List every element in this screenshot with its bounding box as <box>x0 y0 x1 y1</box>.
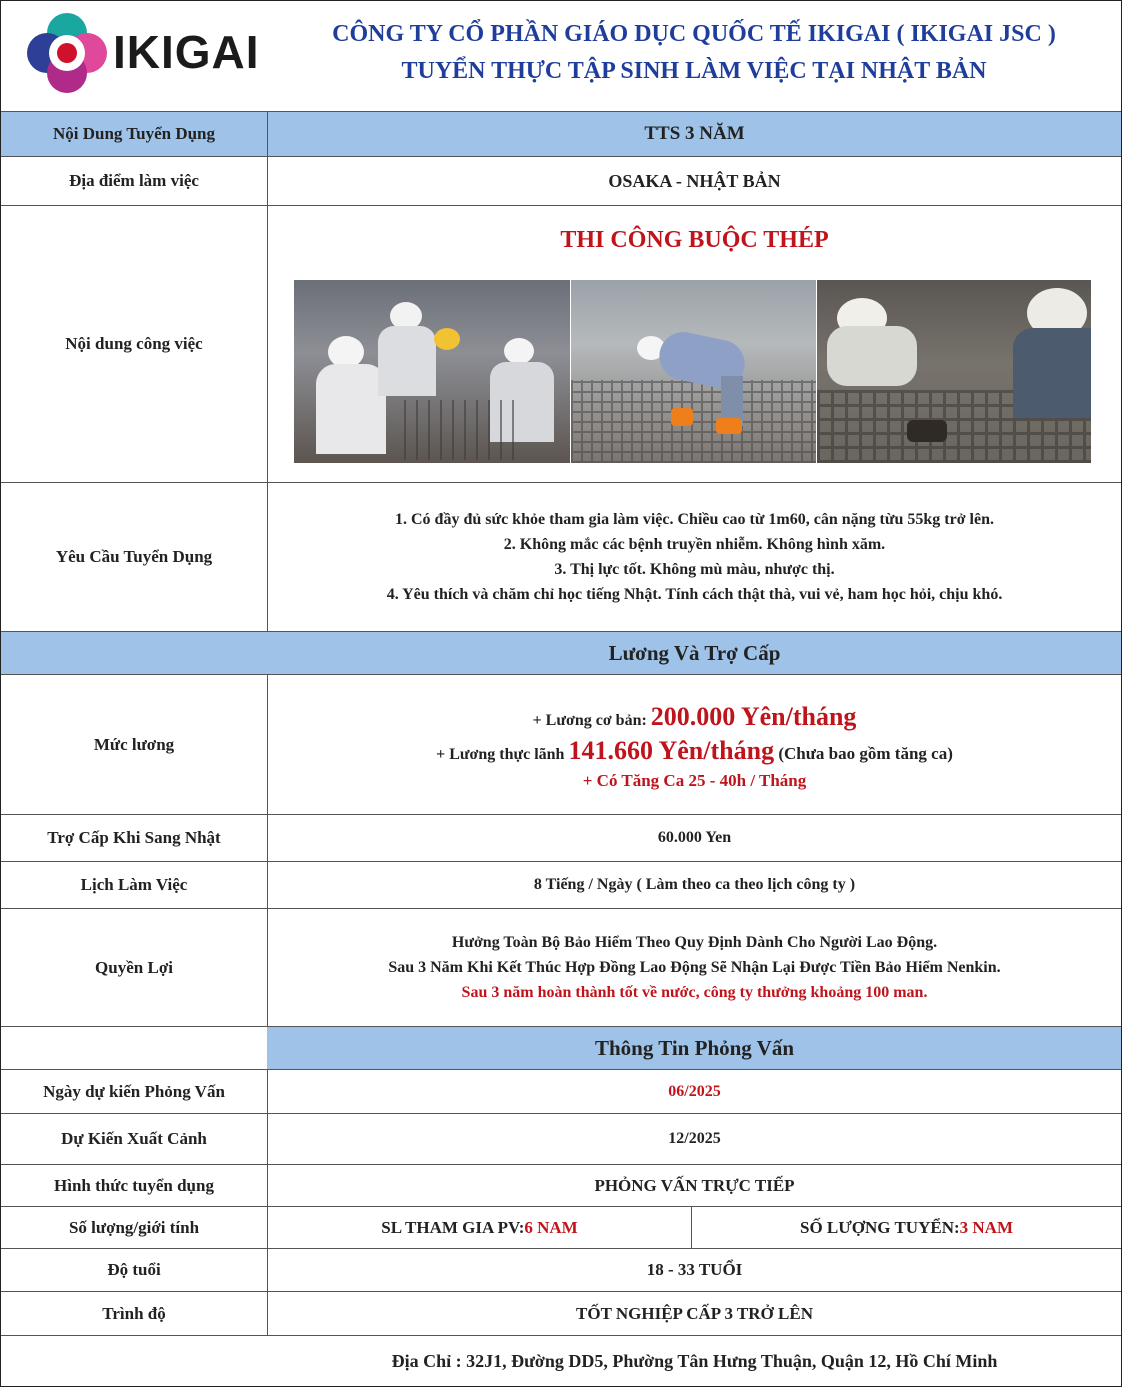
quantity-hire-value: 3 NAM <box>959 1217 1013 1237</box>
requirement-item: 1. Có đầy đủ sức khỏe tham gia làm việc. Chiều cao từ 1m60, cân nặng từu 55kg trở lên. <box>394 511 994 528</box>
overtime-note: + Có Tăng Ca 25 - 40h / Tháng <box>582 770 807 790</box>
quantity-hire <box>692 1207 1121 1248</box>
net-salary-line <box>436 736 953 770</box>
logo-text: IKIGAI <box>113 26 260 78</box>
form-label: Hình thức tuyển dụng <box>54 1175 214 1195</box>
benefit-item-bonus: Sau 3 năm hoàn thành tốt về nước, công ty thưởng khoảng 100 man. <box>461 984 928 1001</box>
footer-address: Địa Chỉ : 32J1, Đường DD5, Phường Tân Hưng Thuận, Quận 12, Hồ Chí Minh <box>391 1350 998 1371</box>
job-title: THI CÔNG BUỘC THÉP <box>560 227 829 253</box>
net-salary-prefix: + Lương thực lãnh <box>436 745 569 763</box>
company-name: CÔNG TY CỔ PHẦN GIÁO DỤC QUỐC TẾ IKIGAI ( IKIGAI JSC ) <box>332 21 1056 47</box>
requirement-item: 2. Không mắc các bệnh truyền nhiễm. Không hình xăm. <box>503 536 886 553</box>
benefits-label: Quyền Lợi <box>95 957 173 977</box>
quantity-interview-prefix: SL THAM GIA PV: <box>381 1217 525 1237</box>
ikigai-logo-icon <box>25 11 109 95</box>
form-value: PHỎNG VẤN TRỰC TIẾP <box>594 1175 795 1195</box>
job-photo-workers-group <box>294 280 570 463</box>
quantity-interview-value: 6 NAM <box>524 1217 578 1237</box>
net-salary-value: 141.660 Yên/tháng <box>568 735 775 765</box>
allowance-label: Trợ Cấp Khi Sang Nhật <box>47 828 221 847</box>
job-photo-rebar-tying <box>817 280 1091 463</box>
interview-date-label: Ngày dự kiến Phỏng Vấn <box>43 1081 225 1101</box>
page-title: TUYỂN THỰC TẬP SINH LÀM VIỆC TẠI NHẬT BẢN <box>401 58 987 84</box>
age-value: 18 - 33 TUỔI <box>646 1260 743 1279</box>
location-value: OSAKA - NHẬT BẢN <box>608 170 781 191</box>
education-value: TỐT NGHIỆP CẤP 3 TRỞ LÊN <box>576 1303 813 1323</box>
quantity-label: Số lượng/giới tính <box>68 1217 200 1237</box>
job-photo-worker-bending <box>571 280 816 463</box>
interview-date-value: 06/2025 <box>668 1082 721 1100</box>
benefit-item: Hưởng Toàn Bộ Bảo Hiểm Theo Quy Định Dành Cho Người Lao Động. <box>451 934 938 951</box>
location-label: Địa điểm làm việc <box>69 171 199 190</box>
departure-label: Dự Kiến Xuất Cảnh <box>61 1129 207 1148</box>
logo <box>25 11 265 95</box>
schedule-label: Lịch Làm Việc <box>80 875 188 894</box>
departure-value: 12/2025 <box>668 1130 721 1147</box>
quantity-interview <box>268 1207 691 1248</box>
basic-salary-prefix: + Lương cơ bản: <box>532 711 651 729</box>
job-label: Nội dung công việc <box>65 334 203 353</box>
schedule-value: 8 Tiếng / Ngày ( Làm theo ca theo lịch công ty ) <box>533 876 856 893</box>
interview-section-title: Thông Tin Phỏng Vấn <box>594 1035 795 1060</box>
basic-salary-value: 200.000 Yên/tháng <box>650 701 857 731</box>
basic-salary-line <box>533 702 857 736</box>
recruit-label: Nội Dung Tuyển Dụng <box>52 124 216 143</box>
requirements-list <box>268 483 1121 631</box>
salary-details <box>268 675 1121 814</box>
benefit-item: Sau 3 Năm Khi Kết Thúc Hợp Đồng Lao Động Sẽ Nhận Lại Được Tiền Bảo Hiểm Nenkin. <box>388 959 1001 976</box>
requirement-item: 4. Yêu thích và chăm chỉ học tiếng Nhật. Tính cách thật thà, vui vẻ, ham học hỏi, chịu khó. <box>386 586 1003 603</box>
education-label: Trình độ <box>102 1303 166 1323</box>
net-salary-note: (Chưa bao gồm tăng ca) <box>774 743 953 763</box>
salary-section-title: Lương Và Trợ Cấp <box>608 640 781 665</box>
requirements-label: Yêu Cầu Tuyển Dụng <box>55 547 213 566</box>
quantity-hire-prefix: SỐ LƯỢNG TUYỂN: <box>800 1217 960 1237</box>
recruit-value: TTS 3 NĂM <box>644 123 745 144</box>
salary-label: Mức lương <box>93 734 175 754</box>
age-label: Độ tuổi <box>107 1260 161 1279</box>
benefits-details <box>268 909 1121 1026</box>
allowance-value: 60.000 Yen <box>657 829 732 846</box>
job-photos <box>294 280 1091 463</box>
requirement-item: 3. Thị lực tốt. Không mù màu, nhược thị. <box>554 561 835 578</box>
